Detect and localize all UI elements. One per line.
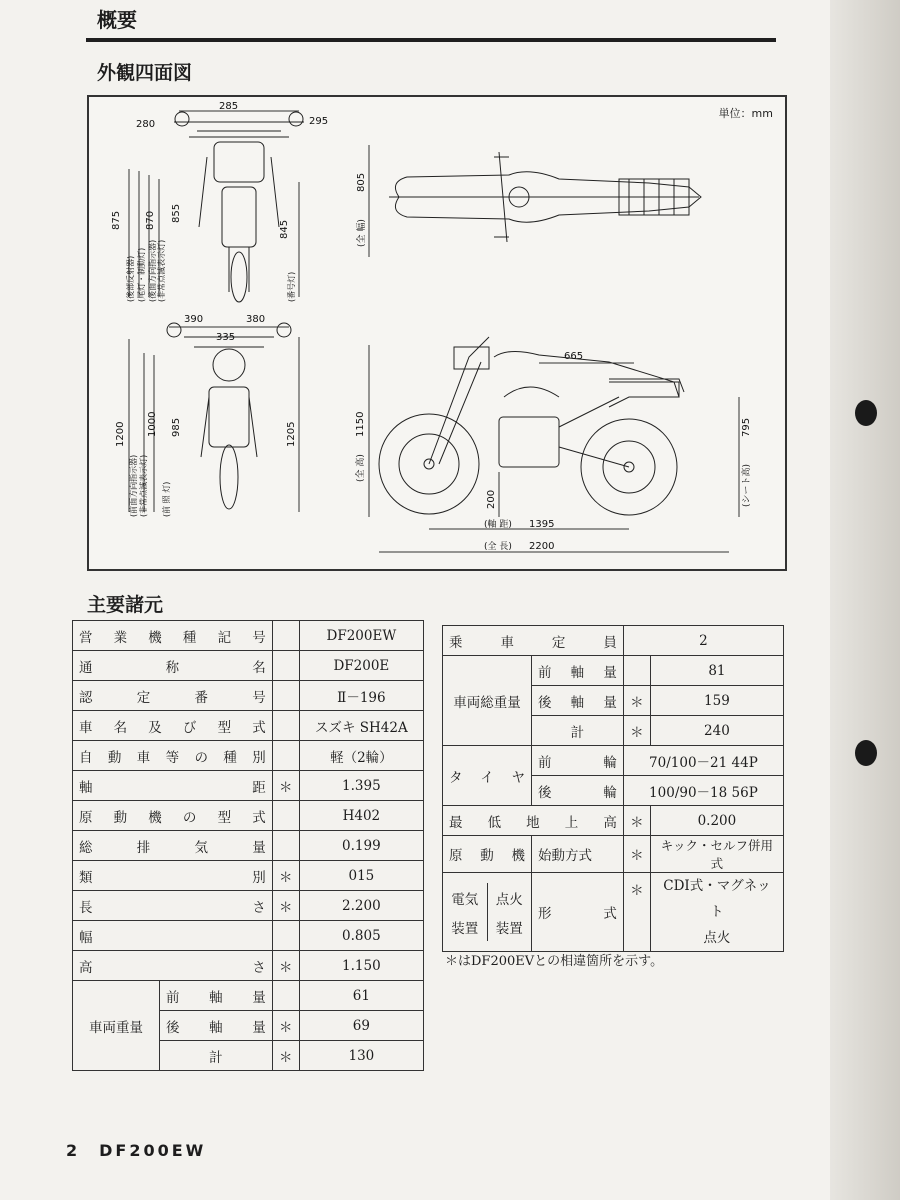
label-char: 番 <box>194 689 208 706</box>
label-plate-light: (番号灯) <box>287 271 296 302</box>
label-char: 記 <box>217 629 232 646</box>
specs-title: 主要諸元 <box>87 594 164 616</box>
row-clearance <box>443 806 784 836</box>
label-char: の <box>182 809 197 826</box>
dim-rear-center: 335 <box>216 332 236 343</box>
spec-label <box>79 806 266 826</box>
label-headlight: (前 照 灯) <box>162 481 171 517</box>
label-char: 別 <box>252 749 266 766</box>
label-char: 動 <box>113 809 128 826</box>
dim-875: 875 <box>111 210 122 230</box>
spec-value: スズキ SH42A <box>299 711 423 741</box>
label-char: 量 <box>252 989 266 1006</box>
label-char: 計 <box>209 1049 223 1066</box>
dim-1000: 1000 <box>147 411 158 437</box>
label-char: 機 <box>511 848 525 864</box>
label-char: 幅 <box>79 929 93 946</box>
label-char: 前 <box>538 754 552 771</box>
label-total-width: (全 幅) <box>357 219 367 247</box>
label-char: 型 <box>217 719 232 736</box>
label-char: 軸 <box>570 694 585 711</box>
label-char: 軸 <box>570 664 585 681</box>
dim-870: 870 <box>145 210 156 230</box>
weight-star: ＊ <box>272 1041 299 1071</box>
spec-table-left <box>72 620 424 1071</box>
spec-label <box>79 836 266 856</box>
spec-label <box>79 896 266 916</box>
unit-label: 単位：mm <box>718 107 773 120</box>
row-engine-start <box>443 836 784 873</box>
label-char: さ <box>252 959 266 976</box>
label-rear-turn: (後面方向指示器) <box>148 239 157 302</box>
gross-rear-star: ＊ <box>623 686 650 716</box>
device-label-2: 装置 <box>495 920 523 937</box>
label-char: 上 <box>564 814 579 831</box>
label-char: 式 <box>252 719 266 736</box>
dim-1150: 1150 <box>355 411 366 437</box>
gross-total-value: 240 <box>650 716 783 746</box>
label-char: タ <box>449 769 463 786</box>
spec-table-right <box>442 625 784 952</box>
spec-value: 0.199 <box>299 831 423 861</box>
label-char: 名 <box>252 659 266 676</box>
label-char: 長 <box>79 899 93 916</box>
label-char: 最 <box>449 814 463 831</box>
spec-value: 015 <box>299 861 423 891</box>
capacity-label <box>449 631 617 651</box>
ignition-value-line1: CDI式・マグネット <box>663 878 771 920</box>
label-char: 号 <box>252 629 266 646</box>
label-char: 類 <box>79 869 93 886</box>
dim-200: 200 <box>486 489 497 509</box>
row-capacity <box>443 626 784 656</box>
label-char: 輪 <box>603 784 617 801</box>
spec-label <box>79 956 266 976</box>
spec-row <box>73 861 424 891</box>
ignition-label: 点火 <box>495 891 523 908</box>
label-char: 前 <box>166 989 180 1006</box>
spec-label <box>79 746 266 766</box>
label-seat-height: (シート高) <box>742 463 752 507</box>
capacity-value: 2 <box>623 626 783 656</box>
spec-label <box>79 626 266 646</box>
spec-value: 1.150 <box>299 951 423 981</box>
label-char: 号 <box>252 689 266 706</box>
label-char: 後 <box>538 694 552 711</box>
label-char: 車 <box>136 749 151 766</box>
dim-1200: 1200 <box>115 421 126 447</box>
label-char: さ <box>252 899 266 916</box>
ignition-star: ＊ <box>623 873 650 952</box>
section-header-bar <box>86 6 776 42</box>
dim-2200: 2200 <box>529 541 555 552</box>
side-view-bike <box>379 337 684 515</box>
spec-row <box>73 771 424 801</box>
label-char: 地 <box>526 814 540 831</box>
spec-star <box>272 681 299 711</box>
label-char: 自 <box>79 749 93 766</box>
gross-weight-group: 車両総重量 <box>443 656 532 746</box>
next-page-edge <box>830 0 900 1200</box>
spec-label <box>79 716 266 736</box>
spec-row <box>73 831 424 861</box>
label-char: 称 <box>165 659 180 676</box>
spec-value: 軽（2輪） <box>299 741 423 771</box>
spec-row <box>73 801 424 831</box>
spec-label <box>79 866 266 886</box>
label-char: 業 <box>113 629 128 646</box>
dim-front-right: 295 <box>309 116 329 127</box>
label-char: 式 <box>252 809 266 826</box>
label-char: 計 <box>570 724 585 741</box>
label-char: 型 <box>217 809 232 826</box>
binder-hole-2 <box>855 740 877 766</box>
ignition-form-label <box>538 902 617 922</box>
spec-star <box>272 711 299 741</box>
label-char: 量 <box>603 664 617 681</box>
label-char: 原 <box>449 848 463 864</box>
label-char: 車 <box>79 719 93 736</box>
dim-665: 665 <box>564 351 584 362</box>
label-char: び <box>182 719 197 736</box>
tire-front-label <box>538 751 617 771</box>
weight-star: ＊ <box>272 1011 299 1041</box>
engine-start-star: ＊ <box>623 836 650 873</box>
drawing-title: 外観四面図 <box>97 62 193 84</box>
front-view-bike <box>174 112 304 302</box>
electric-label: 電気 <box>451 891 479 908</box>
spec-star <box>272 651 299 681</box>
spec-value: H402 <box>299 801 423 831</box>
label-char: 総 <box>79 839 93 856</box>
label-char: 員 <box>603 634 617 651</box>
label-char: 認 <box>79 689 93 706</box>
dim-805: 805 <box>356 172 367 192</box>
label-rear-hazard: (非常点滅表示灯) <box>157 239 166 302</box>
dim-1205: 1205 <box>286 421 297 447</box>
page-footer: 2 DF200EW <box>66 1141 207 1160</box>
tire-rear-label <box>538 781 617 801</box>
label-char: 量 <box>252 1019 266 1036</box>
spec-value: 2.200 <box>299 891 423 921</box>
label-char: 別 <box>252 869 266 886</box>
label-front-turn: (前面方向指示器) <box>129 454 138 517</box>
spec-star <box>272 621 299 651</box>
label-char: 営 <box>79 629 93 646</box>
engine-group <box>449 844 525 864</box>
spec-row <box>73 741 424 771</box>
label-total-height: (全 高) <box>356 454 366 482</box>
label-char: 形 <box>538 906 552 922</box>
row-tire-front <box>443 746 784 776</box>
gross-front-label <box>538 661 617 681</box>
spec-value: DF200EW <box>299 621 423 651</box>
binder-hole-1 <box>855 400 877 426</box>
electric-device-cell <box>443 883 488 941</box>
label-char: 動 <box>480 848 494 864</box>
spec-row <box>73 891 424 921</box>
ignition-device-cell <box>488 883 532 941</box>
weight-row <box>73 981 424 1011</box>
spec-row <box>73 681 424 711</box>
dim-front-left: 280 <box>136 119 156 130</box>
spec-label <box>79 656 266 676</box>
label-char: 排 <box>136 839 151 856</box>
label-char: 式 <box>603 906 617 922</box>
spec-star <box>272 801 299 831</box>
spec-label <box>79 686 266 706</box>
drawing-svg <box>89 97 785 569</box>
label-wheelbase: (軸 距) <box>484 520 512 530</box>
label-char: イ <box>480 769 494 786</box>
engine-start-label: 始動方式 <box>532 836 624 873</box>
label-char: 乗 <box>449 634 463 651</box>
spec-star: ＊ <box>272 861 299 891</box>
gross-total-star: ＊ <box>623 716 650 746</box>
label-char: 軸 <box>209 1019 223 1036</box>
row-gross-front <box>443 656 784 686</box>
device-label-1: 装置 <box>451 920 479 937</box>
label-char: 低 <box>487 814 502 831</box>
top-view-bike <box>389 152 701 242</box>
spec-label <box>79 926 266 946</box>
label-char: 軸 <box>79 779 93 796</box>
label-char: 種 <box>223 749 237 766</box>
spec-row <box>73 711 424 741</box>
label-char: 種 <box>182 629 197 646</box>
spec-star: ＊ <box>272 951 299 981</box>
gross-rear-value: 159 <box>650 686 783 716</box>
vehicle-weight-group: 車両重量 <box>73 981 160 1071</box>
label-tail-light: (尾灯・制動灯) <box>137 247 146 302</box>
label-front-hazard: (非常点滅表示灯) <box>139 454 148 517</box>
label-char: 車 <box>500 634 514 651</box>
label-char: 距 <box>252 779 266 796</box>
label-char: の <box>194 749 208 766</box>
spec-star: ＊ <box>272 771 299 801</box>
label-char: 量 <box>252 839 266 856</box>
label-char: 定 <box>136 689 151 706</box>
spec-row <box>73 921 424 951</box>
label-char: 及 <box>148 719 162 736</box>
weight-label <box>166 1046 266 1066</box>
spec-value: Ⅱ－196 <box>299 681 423 711</box>
spec-row <box>73 951 424 981</box>
gross-front-value: 81 <box>650 656 783 686</box>
label-char: 高 <box>603 814 617 831</box>
label-char: 通 <box>79 659 93 676</box>
tire-group <box>449 766 525 786</box>
ignition-value-line2: 点火 <box>703 930 731 946</box>
engine-start-value: キック・セルフ併用式 <box>650 836 783 873</box>
label-char: 機 <box>148 629 162 646</box>
dim-1395: 1395 <box>529 519 555 530</box>
gross-total-label <box>538 721 617 741</box>
dim-front-center: 285 <box>219 101 239 112</box>
dim-rear-left: 390 <box>184 314 204 325</box>
weight-label <box>166 986 266 1006</box>
label-char: 輪 <box>603 754 617 771</box>
spec-star <box>272 831 299 861</box>
label-char: 等 <box>165 749 180 766</box>
section-title: 概要 <box>97 8 137 32</box>
row-ignition <box>443 873 784 952</box>
weight-label <box>166 1016 266 1036</box>
rear-view-bike <box>167 323 291 509</box>
clearance-label <box>449 811 617 831</box>
spec-value: DF200E <box>299 651 423 681</box>
clearance-star: ＊ <box>623 806 650 836</box>
dim-855: 855 <box>171 203 182 223</box>
label-char: 動 <box>107 749 122 766</box>
gross-front-star <box>623 656 650 686</box>
label-char: 軸 <box>209 989 223 1006</box>
label-rear-reflector: (後部反射器) <box>126 255 135 302</box>
weight-value: 130 <box>299 1041 423 1071</box>
spec-value: 0.805 <box>299 921 423 951</box>
label-char: 高 <box>79 959 93 976</box>
tire-front-value: 70/100－21 44P <box>623 746 783 776</box>
label-char: 量 <box>603 694 617 711</box>
weight-value: 61 <box>299 981 423 1011</box>
label-char: 後 <box>166 1019 180 1036</box>
label-char: 名 <box>113 719 128 736</box>
label-char: 機 <box>148 809 162 826</box>
label-char: 原 <box>79 809 93 826</box>
footnote: ＊はDF200EVとの相違箇所を示す。 <box>445 954 664 969</box>
label-char: 前 <box>538 664 552 681</box>
spec-label <box>79 776 266 796</box>
spec-row <box>73 651 424 681</box>
weight-star <box>272 981 299 1011</box>
spec-star <box>272 921 299 951</box>
tire-rear-value: 100/90－18 56P <box>623 776 783 806</box>
label-char: ヤ <box>511 769 525 786</box>
label-char: 気 <box>194 839 208 856</box>
dim-795: 795 <box>741 417 752 437</box>
spec-star <box>272 741 299 771</box>
gross-rear-label <box>538 691 617 711</box>
label-char: 後 <box>538 784 552 801</box>
label-char: 定 <box>551 634 566 651</box>
four-view-drawing <box>87 95 787 571</box>
spec-row <box>73 621 424 651</box>
dim-985: 985 <box>171 417 182 437</box>
dim-rear-right: 380 <box>246 314 266 325</box>
label-total-length: (全 長) <box>484 542 512 552</box>
weight-value: 69 <box>299 1011 423 1041</box>
dim-845: 845 <box>279 219 290 239</box>
clearance-value: 0.200 <box>650 806 783 836</box>
spec-star: ＊ <box>272 891 299 921</box>
spec-value: 1.395 <box>299 771 423 801</box>
